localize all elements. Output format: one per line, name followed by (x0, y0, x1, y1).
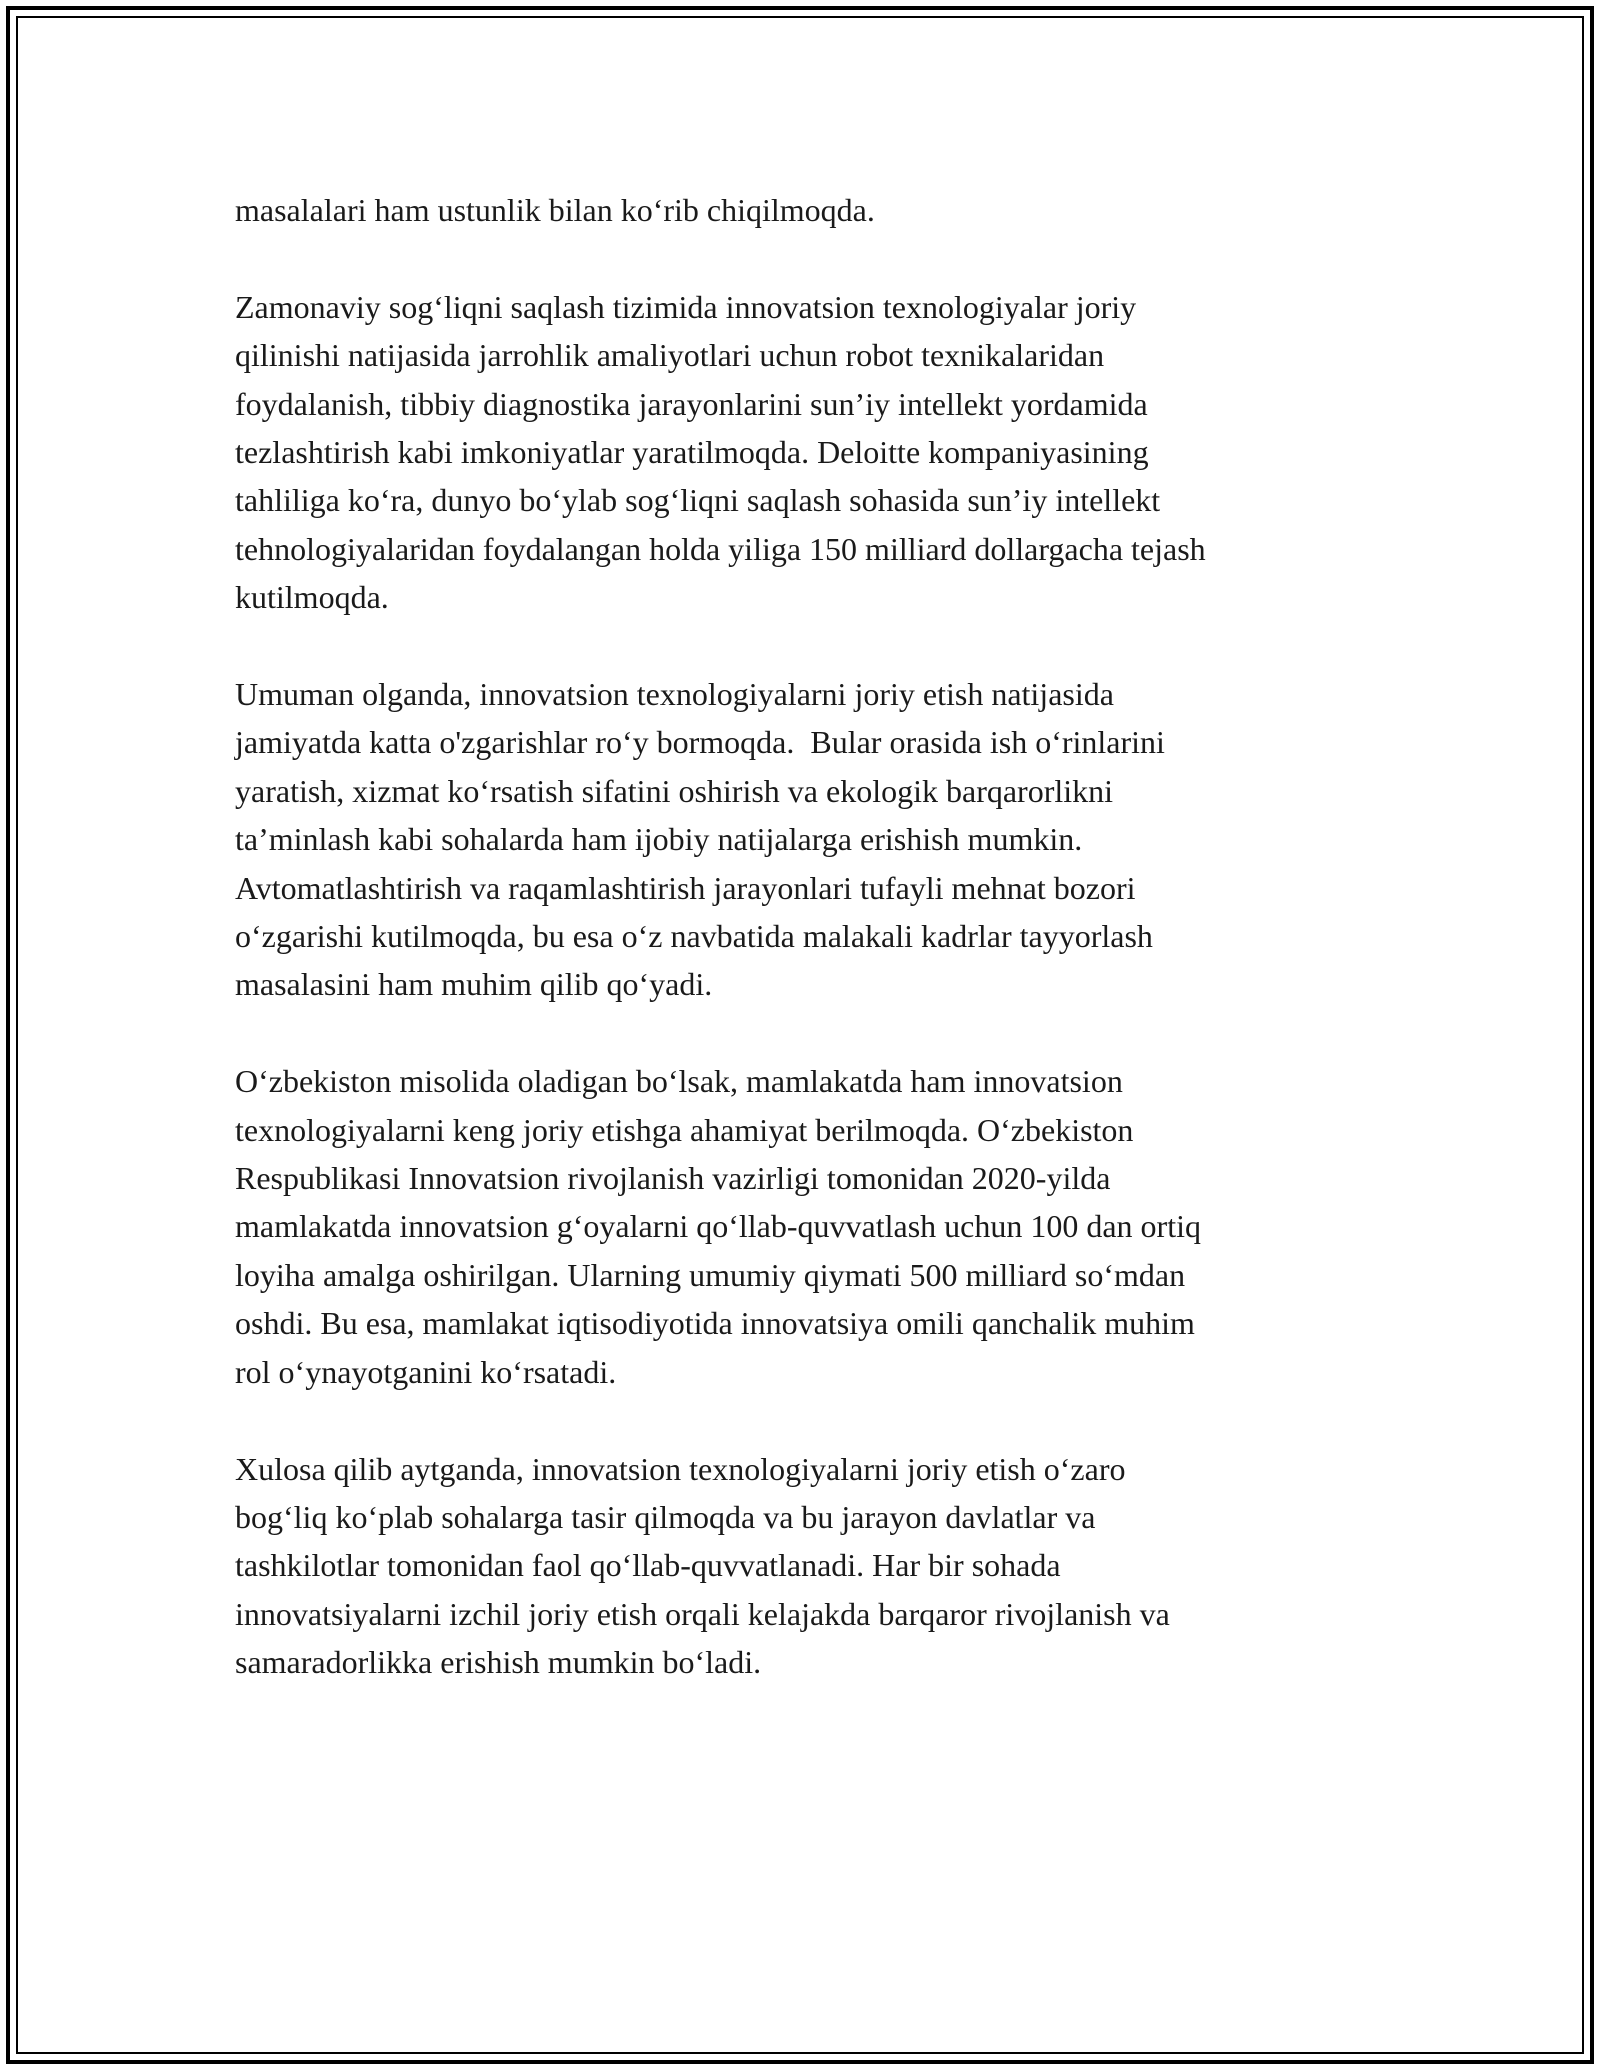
paragraph (235, 670, 1365, 1009)
text-line: Umuman olganda, innovatsion texnologiyalarni joriy etish natijasida (235, 676, 1114, 713)
text-line: yaratish, xizmat ko‘rsatish sifatini oshirish va ekologik barqarorlikni (235, 772, 1114, 809)
paragraph (235, 1057, 1365, 1396)
text-line: qilinishi natijasida jarrohlik amaliyotlari uchun robot texnikalaridan (235, 337, 1105, 374)
text-line: foydalanish, tibbiy diagnostika jarayonlarini sun’iy intellekt yordamida (235, 385, 1148, 422)
text-line: kutilmoqda. (235, 579, 389, 616)
text-line: tezlashtirish kabi imkoniyatlar yaratilmoqda. Deloitte kompaniyasining (235, 434, 1149, 471)
text-line: loyiha amalga oshirilgan. Ularning umumiy qiymati 500 milliard so‘mdan (235, 1256, 1186, 1293)
text-line: O‘zbekiston misolida oladigan bo‘lsak, mamlakatda ham innovatsion (235, 1063, 1123, 1100)
text-line: ta’minlash kabi sohalarda ham ijobiy natijalarga erishish mumkin. (235, 821, 1083, 858)
text-line: tehnologiyalaridan foydalangan holda yiliga 150 milliard dollargacha tejash (235, 530, 1206, 567)
text-line: innovatsiyalarni izchil joriy etish orqali kelajakda barqaror rivojlanish va (235, 1595, 1170, 1632)
paragraph (235, 1445, 1365, 1687)
document-body (235, 186, 1365, 1735)
text-line: bog‘liq ko‘plab sohalarga tasir qilmoqda va bu jarayon davlatlar va (235, 1498, 1096, 1535)
text-line: rol o‘ynayotganini ko‘rsatadi. (235, 1353, 617, 1390)
text-line: Respublikasi Innovatsion rivojlanish vazirligi tomonidan 2020-yilda (235, 1160, 1111, 1197)
text-line: texnologiyalarni keng joriy etishga ahamiyat berilmoqda. O‘zbekiston (235, 1111, 1134, 1148)
text-line: Xulosa qilib aytganda, innovatsion texnologiyalarni joriy etish o‘zaro (235, 1450, 1126, 1487)
text-line: jamiyatda katta o'zgarishlar ro‘y bormoqda. Bular orasida ish o‘rinlarini (235, 724, 1165, 761)
text-line: o‘zgarishi kutilmoqda, bu esa o‘z navbatida malakali kadrlar tayyorlash (235, 918, 1153, 955)
text-line: tahliliga ko‘ra, dunyo bo‘ylab sog‘liqni saqlash sohasida sun’iy intellekt (235, 482, 1161, 519)
text-line: Avtomatlashtirish va raqamlashtirish jarayonlari tufayli mehnat bozori (235, 869, 1136, 906)
paragraph (235, 186, 1365, 234)
text-line: masalalari ham ustunlik bilan ko‘rib chiqilmoqda. (235, 192, 875, 228)
text-line: Zamonaviy sog‘liqni saqlash tizimida innovatsion texnologiyalar joriy (235, 288, 1137, 325)
paragraph (235, 283, 1365, 622)
text-line: mamlakatda innovatsion g‘oyalarni qo‘llab-quvvatlash uchun 100 dan ortiq (235, 1208, 1201, 1245)
text-line: samaradorlikka erishish mumkin bo‘ladi. (235, 1644, 762, 1681)
text-line: tashkilotlar tomonidan faol qo‘llab-quvvatlanadi. Har bir sohada (235, 1547, 1061, 1584)
text-line: oshdi. Bu esa, mamlakat iqtisodiyotida innovatsiya omili qanchalik muhim (235, 1305, 1195, 1342)
text-line: masalasini ham muhim qilib qo‘yadi. (235, 966, 713, 1003)
